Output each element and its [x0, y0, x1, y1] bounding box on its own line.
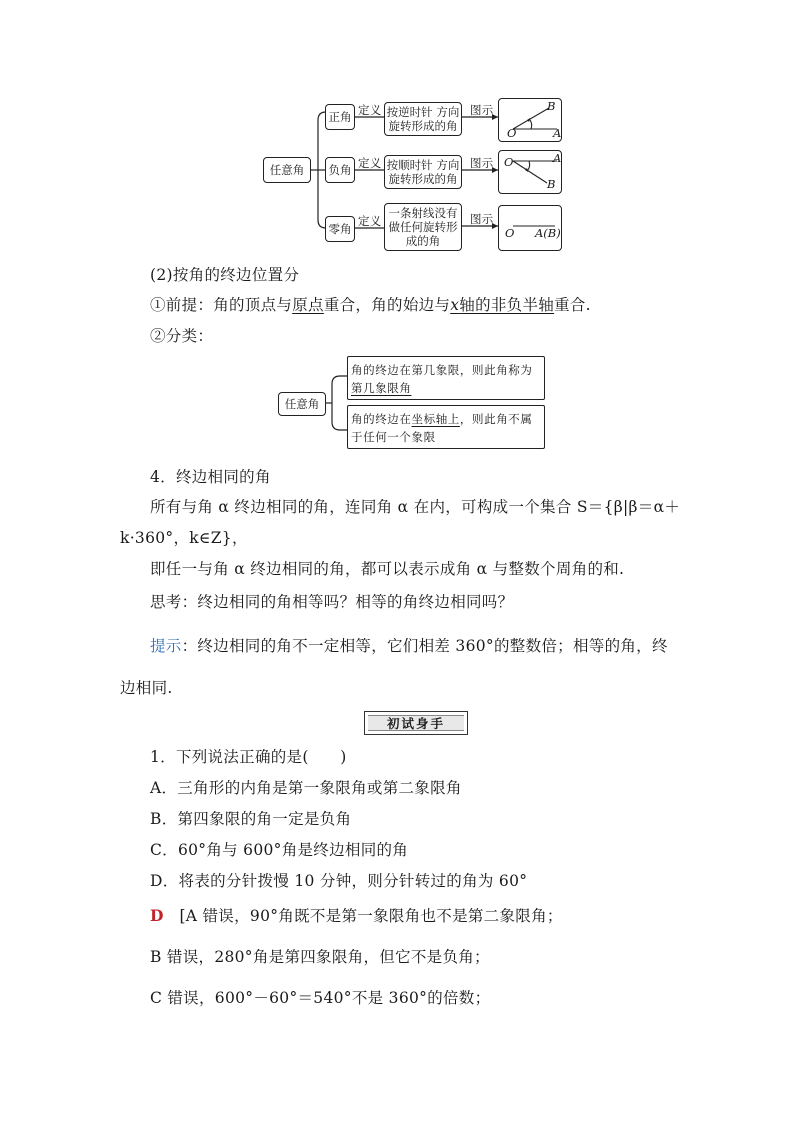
definition-negative-box [384, 155, 462, 189]
explain-a: [A 错误，90°角既不是第一象限角也不是第二象限角； [179, 907, 563, 925]
def-label-zero: 定义 [358, 214, 382, 228]
section2-heading: (2)按角的终边位置分 [150, 266, 300, 284]
fig-positive-B: B [547, 99, 556, 113]
diagram1-root-box [263, 157, 311, 183]
figure-positive [498, 98, 562, 142]
figure-zero [498, 205, 562, 251]
section4-heading: 4．终边相同的角 [150, 468, 271, 486]
premise-mid: 重合，角的始边与 [323, 296, 451, 314]
premise-x-axis [450, 296, 554, 314]
branch-negative-label: 负角 [328, 163, 352, 177]
definition-negative: 按顺时针 方向旋转形成的角 [386, 158, 460, 186]
item2-u: 坐标轴上 [411, 412, 460, 426]
answer-line1 [150, 904, 563, 926]
diagram2-item2-text [351, 410, 533, 446]
definition-positive: 按逆时针 方向旋转形成的角 [386, 105, 460, 133]
option-c: C．60°角与 600°角是终边相同的角 [150, 841, 409, 859]
fig-label-zero: 图示 [470, 212, 494, 226]
def-label-negative: 定义 [358, 156, 382, 170]
premise-suffix: 重合. [554, 296, 591, 314]
item2-line1 [351, 410, 533, 428]
section4-line2: k·360°，k∈Z}， [120, 529, 248, 547]
branch-positive-label: 正角 [328, 110, 352, 124]
answer-letter: D [150, 906, 164, 925]
fig-positive-O: O [507, 126, 517, 140]
branch-negative-box [325, 157, 355, 183]
hint-text: ：终边相同的角不一定相等，它们相差 360°的整数倍；相等的角，终 [181, 637, 668, 655]
fig-negative-O: O [504, 155, 514, 169]
option-a: A．三角形的内角是第一象限角或第二象限角 [150, 779, 462, 797]
premise-axis: 轴的非负半轴 [459, 296, 555, 314]
item1-line1: 角的终边在第几象限，则此角称为 [351, 363, 533, 377]
diagram2-item2 [347, 405, 545, 449]
badge-label: 初试身手 [368, 715, 464, 731]
fig-negative-A: A [553, 151, 562, 165]
section4-hint [150, 634, 668, 656]
branch-positive-box [325, 104, 355, 130]
fig-label-positive: 图示 [470, 103, 494, 117]
def-label-positive: 定义 [358, 103, 382, 117]
fig-positive-A: A [553, 126, 562, 140]
section2-classify: ②分类： [150, 327, 214, 345]
question-stem: 1．下列说法正确的是( ) [150, 748, 347, 766]
definition-positive-box [384, 102, 462, 136]
section4-think: 思考：终边相同的角相等吗？相等的角终边相同吗？ [150, 593, 514, 611]
hint-label: 提示 [150, 637, 182, 655]
item2-a: 角的终边在 [351, 412, 412, 426]
item2-b: ，则此角不属 [459, 412, 533, 426]
diagram1-root: 任意角 [269, 163, 305, 177]
fig-label-negative: 图示 [470, 156, 494, 170]
explain-b: B 错误，280°角是第四象限角，但它不是负角； [150, 948, 490, 966]
option-b: B．第四象限的角一定是负角 [150, 810, 352, 828]
definition-zero-box [384, 203, 462, 251]
item1-line2: 第几象限角 [351, 381, 412, 395]
branch-zero-label: 零角 [328, 222, 352, 236]
branch-zero-box [325, 216, 355, 242]
premise-prefix: ①前提：角的顶点与 [150, 296, 293, 314]
diagram2-root: 任意角 [284, 397, 320, 411]
section4-hint-line2: 边相同. [120, 679, 173, 697]
fig-zero-AB: A(B) [535, 226, 561, 240]
premise-origin: 原点 [292, 296, 324, 314]
definition-zero: 一条射线没有做任何旋转形成的角 [388, 206, 458, 248]
option-d: D．将表的分针拨慢 10 分钟，则分针转过的角为 60° [150, 872, 528, 890]
section4-line3: 即任一与角 α 终边相同的角，都可以表示成角 α 与整数个周角的和. [150, 560, 625, 578]
figure-negative [498, 150, 562, 194]
diagram2-item1-text [351, 361, 533, 397]
item2-line2: 于任何一个象限 [351, 430, 436, 444]
fig-negative-B: B [547, 177, 556, 191]
section-badge [364, 711, 468, 735]
premise-x-var: x [450, 296, 460, 314]
fig-zero-O: O [505, 226, 515, 240]
diagram2-item1 [347, 356, 545, 400]
section4-line1: 所有与角 α 终边相同的角，连同角 α 在内，可构成一个集合 S＝{β|β＝α＋ [150, 498, 681, 516]
diagram2-root-box [278, 392, 326, 416]
section2-premise [150, 293, 591, 315]
explain-c: C 错误，600°－60°＝540°不是 360°的倍数； [150, 989, 491, 1007]
